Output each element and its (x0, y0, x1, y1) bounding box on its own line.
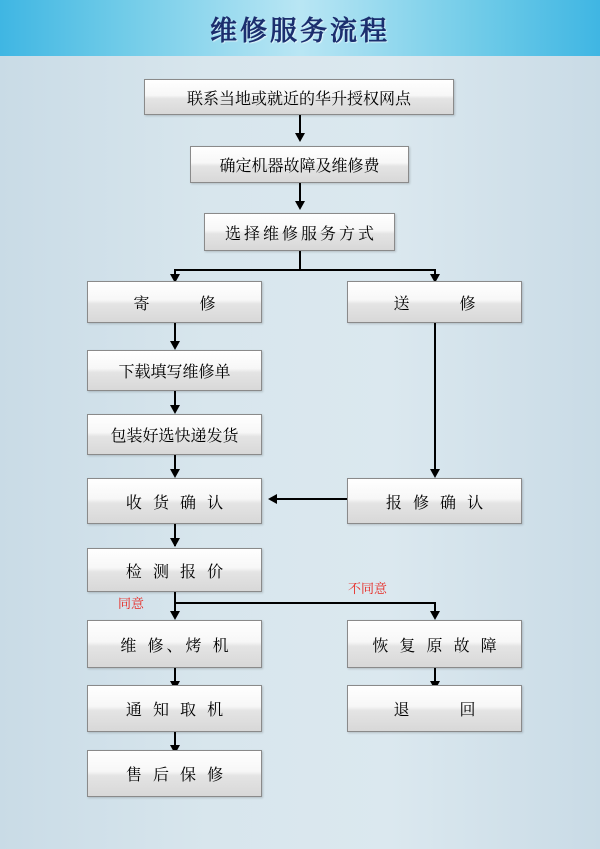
arrowhead-diagnose (295, 133, 305, 142)
node-repair-burnin[interactable]: 维 修、烤 机 (87, 620, 262, 668)
connector-choose-split (299, 250, 301, 270)
node-package-ship[interactable]: 包装好选快递发货 (87, 414, 262, 455)
node-restore-fault[interactable]: 恢 复 原 故 障 (347, 620, 522, 668)
branch-bar (174, 602, 434, 604)
arrowhead-package-ship (170, 405, 180, 414)
node-after-sales[interactable]: 售 后 保 修 (87, 750, 262, 797)
node-mail-repair[interactable]: 寄 修 (87, 281, 262, 323)
arrowhead-download-form (170, 341, 180, 350)
arrowhead-receive-confirm (170, 469, 180, 478)
node-notify-pickup[interactable]: 通 知 取 机 (87, 685, 262, 732)
node-drop-repair[interactable]: 送 修 (347, 281, 522, 323)
node-contact[interactable]: 联系当地或就近的华升授权网点 (144, 79, 454, 115)
arrowhead-report-confirm (430, 469, 440, 478)
split-bar (174, 269, 436, 271)
node-diagnose[interactable]: 确定机器故障及维修费 (190, 146, 409, 183)
node-choose-service[interactable]: 选择维修服务方式 (204, 213, 395, 251)
connector-report-receive (276, 498, 355, 500)
arrowhead-choose (295, 201, 305, 210)
node-inspect-quote[interactable]: 检 测 报 价 (87, 548, 262, 592)
node-download-form[interactable]: 下载填写维修单 (87, 350, 262, 391)
branch-label-disagree: 不同意 (348, 582, 388, 597)
arrowhead-receive-confirm-left (268, 494, 277, 504)
connector-drop-report (434, 322, 436, 476)
page-title: 维修服务流程 (210, 15, 390, 47)
arrowhead-restore-fault (430, 611, 440, 620)
arrowhead-inspect-quote (170, 538, 180, 547)
node-report-confirm[interactable]: 报 修 确 认 (347, 478, 522, 524)
branch-label-agree: 同意 (118, 597, 145, 612)
arrowhead-repair-burnin (170, 611, 180, 620)
node-receive-confirm[interactable]: 收 货 确 认 (87, 478, 262, 524)
node-return-back[interactable]: 退 回 (347, 685, 522, 732)
page-header (0, 0, 600, 56)
